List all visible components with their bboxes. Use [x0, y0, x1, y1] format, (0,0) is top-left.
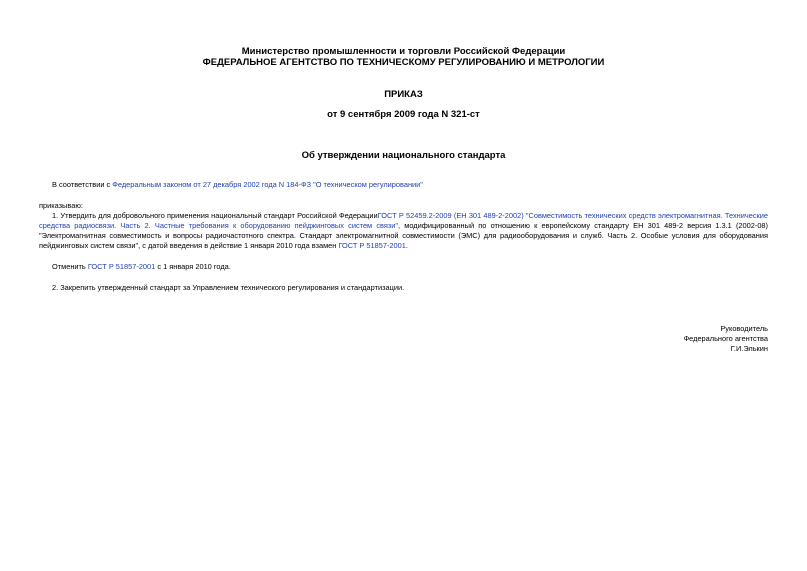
signature-name: Г.И.Элькин: [730, 344, 768, 353]
gost-51857-link[interactable]: ГОСТ Р 51857-2001: [338, 241, 406, 250]
cancel-gost-link[interactable]: ГОСТ Р 51857-2001: [87, 262, 156, 271]
signature-position-2: Федерального агентства: [683, 334, 768, 343]
preamble-paragraph: [52, 180, 768, 190]
item-1-text-end: .: [405, 241, 408, 250]
document-date-number: от 9 сентября 2009 года N 321-ст: [327, 109, 480, 120]
signature-position-1: Руководитель: [720, 324, 768, 333]
cancel-paragraph: [52, 262, 768, 272]
item-1-text-middle: , модифицированный по отношению к европейскому стандарту ЕН 301 489-2 версия 1.3.1 (2002-08) "Электромагнитная совместимость и вопросы радиочастотного спектра. Стандарт электромагнитной совместимости (ЭМС) для радиооборудования и служб. Часть 2. Особые условия для оборудования пейджинговых систем связи", с датой введения в действие 1 января 2010 года взамен: [39, 221, 768, 250]
order-word: приказываю:: [39, 201, 83, 210]
agency-title: ФЕДЕРАЛЬНОЕ АГЕНТСТВО ПО ТЕХНИЧЕСКОМУ РЕГУЛИРОВАНИЮ И МЕТРОЛОГИИ: [202, 57, 605, 68]
ministry-title: Министерство промышленности и торговли Российской Федерации: [241, 46, 566, 57]
preamble-text: В соответствии с: [52, 180, 113, 189]
document-subject: Об утверждении национального стандарта: [301, 150, 506, 161]
federal-law-link[interactable]: Федеральным законом от 27 декабря 2002 года N 184-ФЗ "О техническом регулировании": [112, 180, 423, 189]
cancel-text: Отменить: [52, 262, 88, 271]
gost-52459-link[interactable]: ГОСТ Р 52459.2-2009 (ЕН 301 489-2-2002) "Совместимость технических средств электромагнитная. Технические средства радиосвязи. Часть 2. Частные требования к оборудованию пейджинговых систем связи": [39, 211, 768, 230]
item-1-text-start: 1. Утвердить для добровольного применения национальный стандарт Российской Федерации: [52, 211, 378, 220]
item-1-paragraph: [39, 211, 768, 251]
item-2-paragraph: 2. Закрепить утвержденный стандарт за Управлением технического регулирования и стандартизации.: [52, 283, 405, 292]
document-type: ПРИКАЗ: [384, 89, 423, 100]
cancel-date-text: с 1 января 2010 года.: [155, 262, 231, 271]
